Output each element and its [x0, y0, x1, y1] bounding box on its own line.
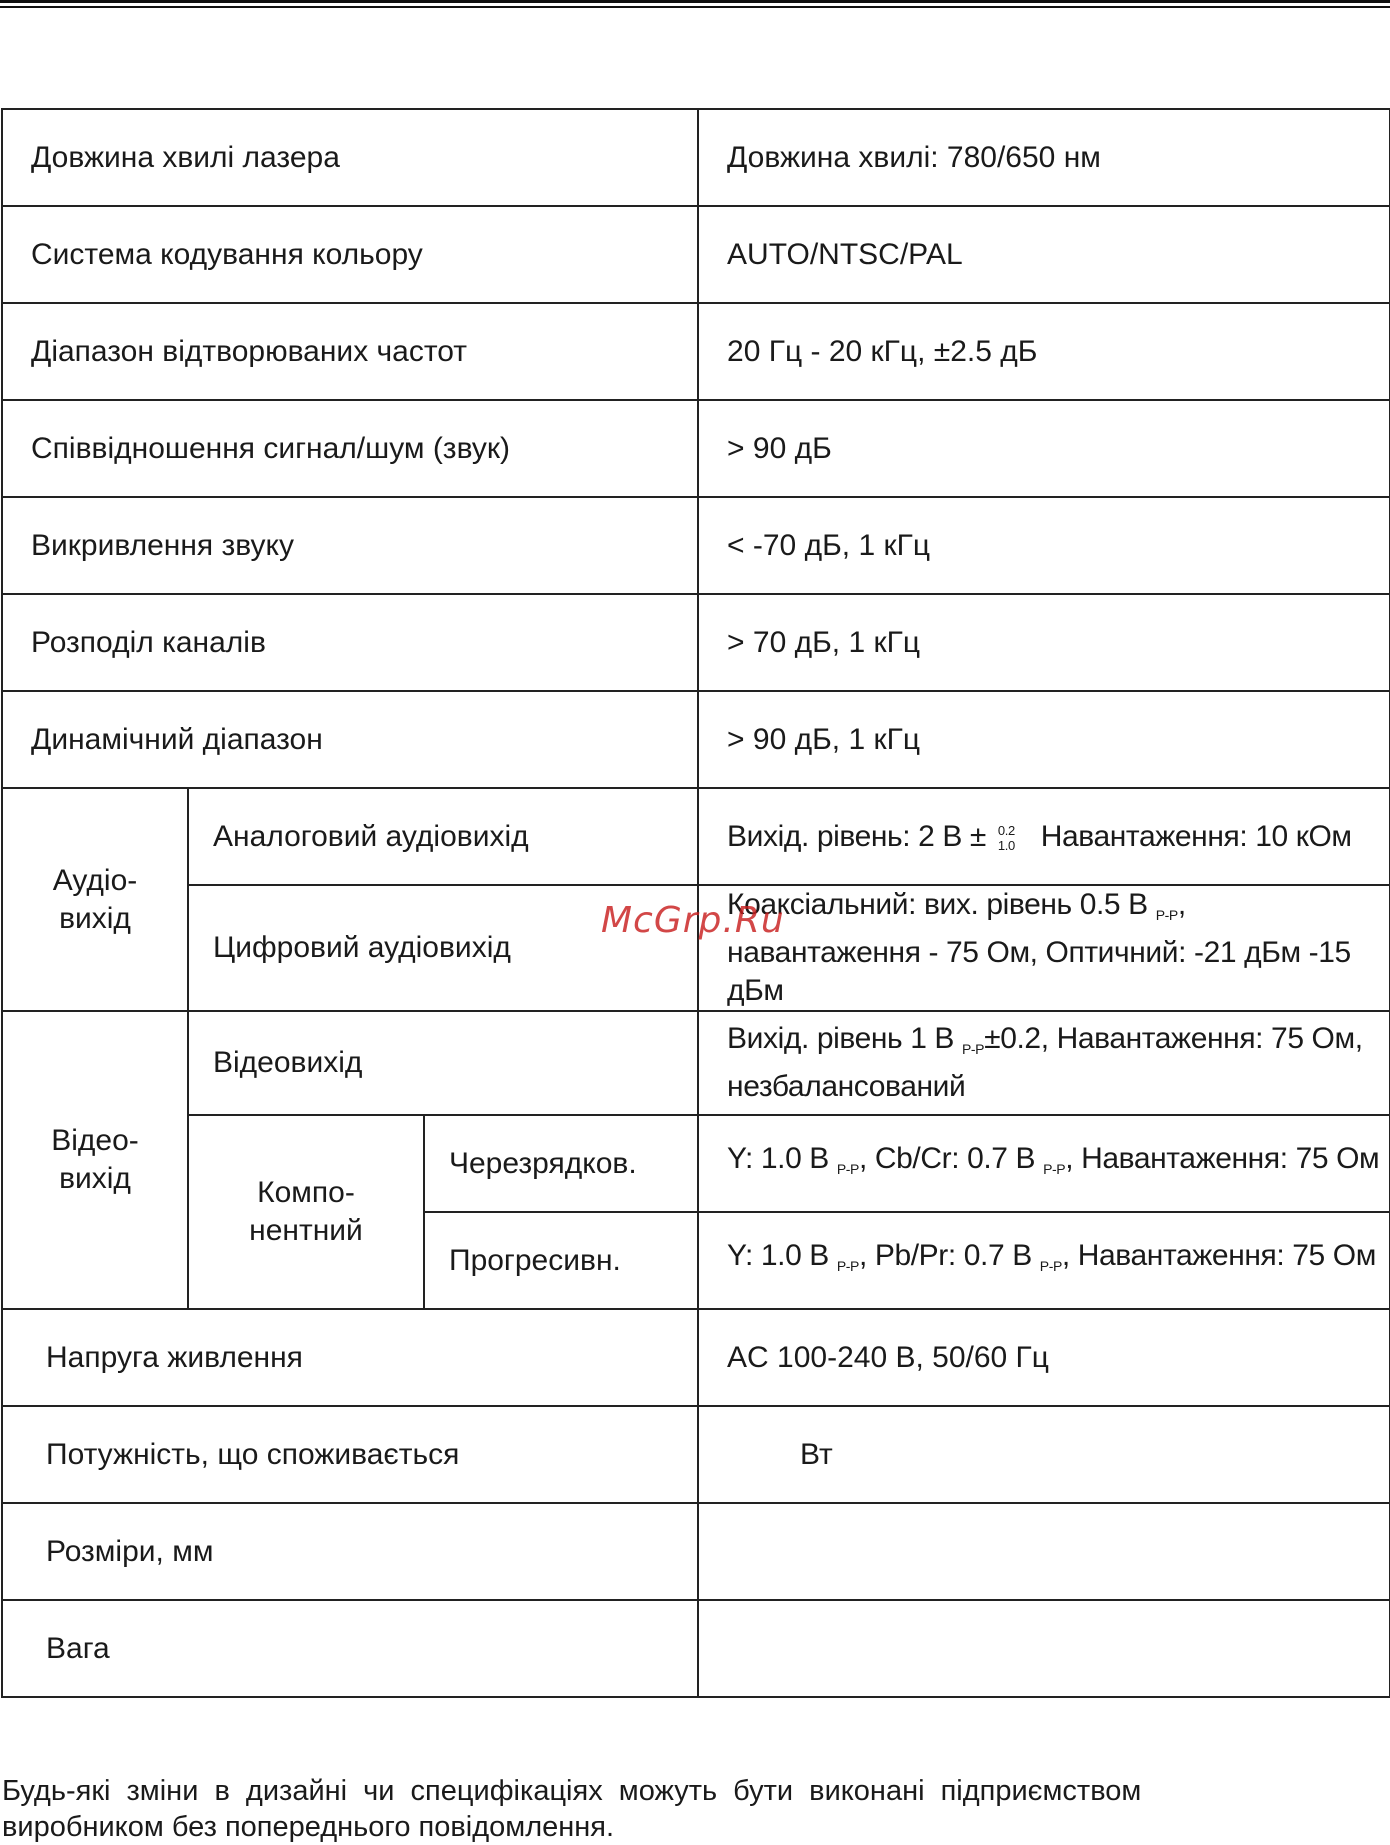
spec-value [698, 1503, 1390, 1600]
component-group-label [188, 1115, 424, 1309]
spec-label: Прогресивн. [424, 1212, 698, 1309]
top-rule-secondary [0, 6, 1390, 8]
table-row [2, 303, 1390, 400]
spec-value: AC 100-240 В, 50/60 Гц [698, 1309, 1390, 1406]
digital-line1: Коаксіальний: вих. рівень 0.5 В [727, 888, 1148, 921]
spec-label: Цифровий аудіовихід [188, 885, 698, 1011]
table-row [2, 1011, 1390, 1115]
group-label-line: Відео- [51, 1124, 139, 1157]
group-label-line: вихід [59, 901, 131, 935]
group-label-line: Аудіо- [52, 863, 138, 897]
specifications-table [1, 108, 1390, 1698]
group-label-line: Компо- [257, 1176, 355, 1209]
table-row [2, 206, 1390, 303]
table-row [2, 594, 1390, 691]
analog-level-text: Вихід. рівень: 2 В ± [727, 819, 986, 853]
subscript: P-P [961, 1041, 985, 1057]
audio-output-group-label [2, 788, 188, 1011]
table-row [2, 788, 1390, 885]
table-row [2, 1406, 1390, 1503]
spec-value: > 90 дБ, 1 кГц [698, 691, 1390, 788]
spec-label: Динамічний діапазон [2, 691, 698, 788]
spec-value [698, 1011, 1390, 1115]
spec-label: Потужність, що споживається [2, 1406, 698, 1503]
spec-label: Довжина хвилі лазера [2, 109, 698, 206]
spec-label: Співвідношення сигнал/шум (звук) [2, 400, 698, 497]
subscript: P-P [1039, 1257, 1062, 1274]
spec-label: Система кодування кольору [2, 206, 698, 303]
digital-line1-end: , [1177, 888, 1186, 921]
video-line2: незбалансований [727, 1070, 966, 1103]
disclaimer-line: Будь-які зміни в дизайні чи специфікаціях можуть бути виконані підприємством [2, 1775, 1142, 1807]
video-line1-end: ±0.2, Навантаження: 75 Ом, [984, 1022, 1363, 1055]
spec-value: < -70 дБ, 1 кГц [698, 497, 1390, 594]
table-row [2, 885, 1390, 1011]
spec-value: AUTO/NTSC/PAL [698, 206, 1390, 303]
group-label-line: вихід [59, 1162, 131, 1195]
spec-value [698, 788, 1390, 885]
table-row [2, 1309, 1390, 1406]
table-row [2, 109, 1390, 206]
spec-value [698, 1406, 1390, 1503]
spec-value: > 70 дБ, 1 кГц [698, 594, 1390, 691]
spec-value [698, 1212, 1390, 1309]
table-row [2, 400, 1390, 497]
c-level: , Pb/Pr: 0.7 В [858, 1238, 1032, 1272]
spec-label: Відеовихід [188, 1011, 698, 1115]
y-level: Y: 1.0 В [727, 1141, 829, 1175]
disclaimer-line: виробником без попереднього повідомлення. [2, 1811, 615, 1843]
spec-label: Черезрядков. [424, 1115, 698, 1212]
spec-label: Діапазон відтворюваних частот [2, 303, 698, 400]
spec-label: Вага [2, 1600, 698, 1697]
spec-label: Розміри, мм [2, 1503, 698, 1600]
table-row [2, 497, 1390, 594]
spec-value: Довжина хвилі: 780/650 нм [698, 109, 1390, 206]
spec-value [698, 885, 1390, 1011]
spec-value: 20 Гц - 20 кГц, ±2.5 дБ [698, 303, 1390, 400]
digital-line2: навантаження - 75 Ом, Оптичний: -21 дБм -15 дБм [727, 936, 1351, 1007]
load-text: , Навантаження: 75 Ом [1061, 1238, 1376, 1272]
table-row [2, 1115, 1390, 1212]
tolerance-stack [998, 823, 1015, 853]
group-label-line: нентний [249, 1214, 363, 1247]
c-level: , Cb/Cr: 0.7 В [858, 1141, 1036, 1175]
video-line1: Вихід. рівень 1 В [727, 1022, 955, 1055]
y-level: Y: 1.0 В [727, 1238, 829, 1272]
tolerance-upper: 0.2 [997, 822, 1015, 838]
spec-label: Викривлення звуку [2, 497, 698, 594]
spec-label: Напруга живлення [2, 1309, 698, 1406]
table-row [2, 1503, 1390, 1600]
spec-label: Розподіл каналів [2, 594, 698, 691]
power-unit: Вт [800, 1437, 833, 1471]
table-row [2, 1600, 1390, 1697]
spec-value: > 90 дБ [698, 400, 1390, 497]
load-text: , Навантаження: 75 Ом [1065, 1141, 1380, 1175]
subscript: P-P [836, 1160, 859, 1177]
subscript: P-P [1155, 907, 1178, 923]
tolerance-lower: 1.0 [997, 837, 1015, 853]
spec-value [698, 1600, 1390, 1697]
analog-load-text: Навантаження: 10 кОм [1040, 819, 1352, 853]
video-output-group-label [2, 1011, 188, 1309]
table-row [2, 691, 1390, 788]
subscript: P-P [836, 1257, 859, 1274]
top-rule [0, 0, 1390, 3]
subscript: P-P [1043, 1160, 1066, 1177]
disclaimer-note [2, 1773, 1302, 1845]
spec-label: Аналоговий аудіовихід [188, 788, 698, 885]
spec-value [698, 1115, 1390, 1212]
watermark: McGrp.Ru [601, 900, 785, 941]
